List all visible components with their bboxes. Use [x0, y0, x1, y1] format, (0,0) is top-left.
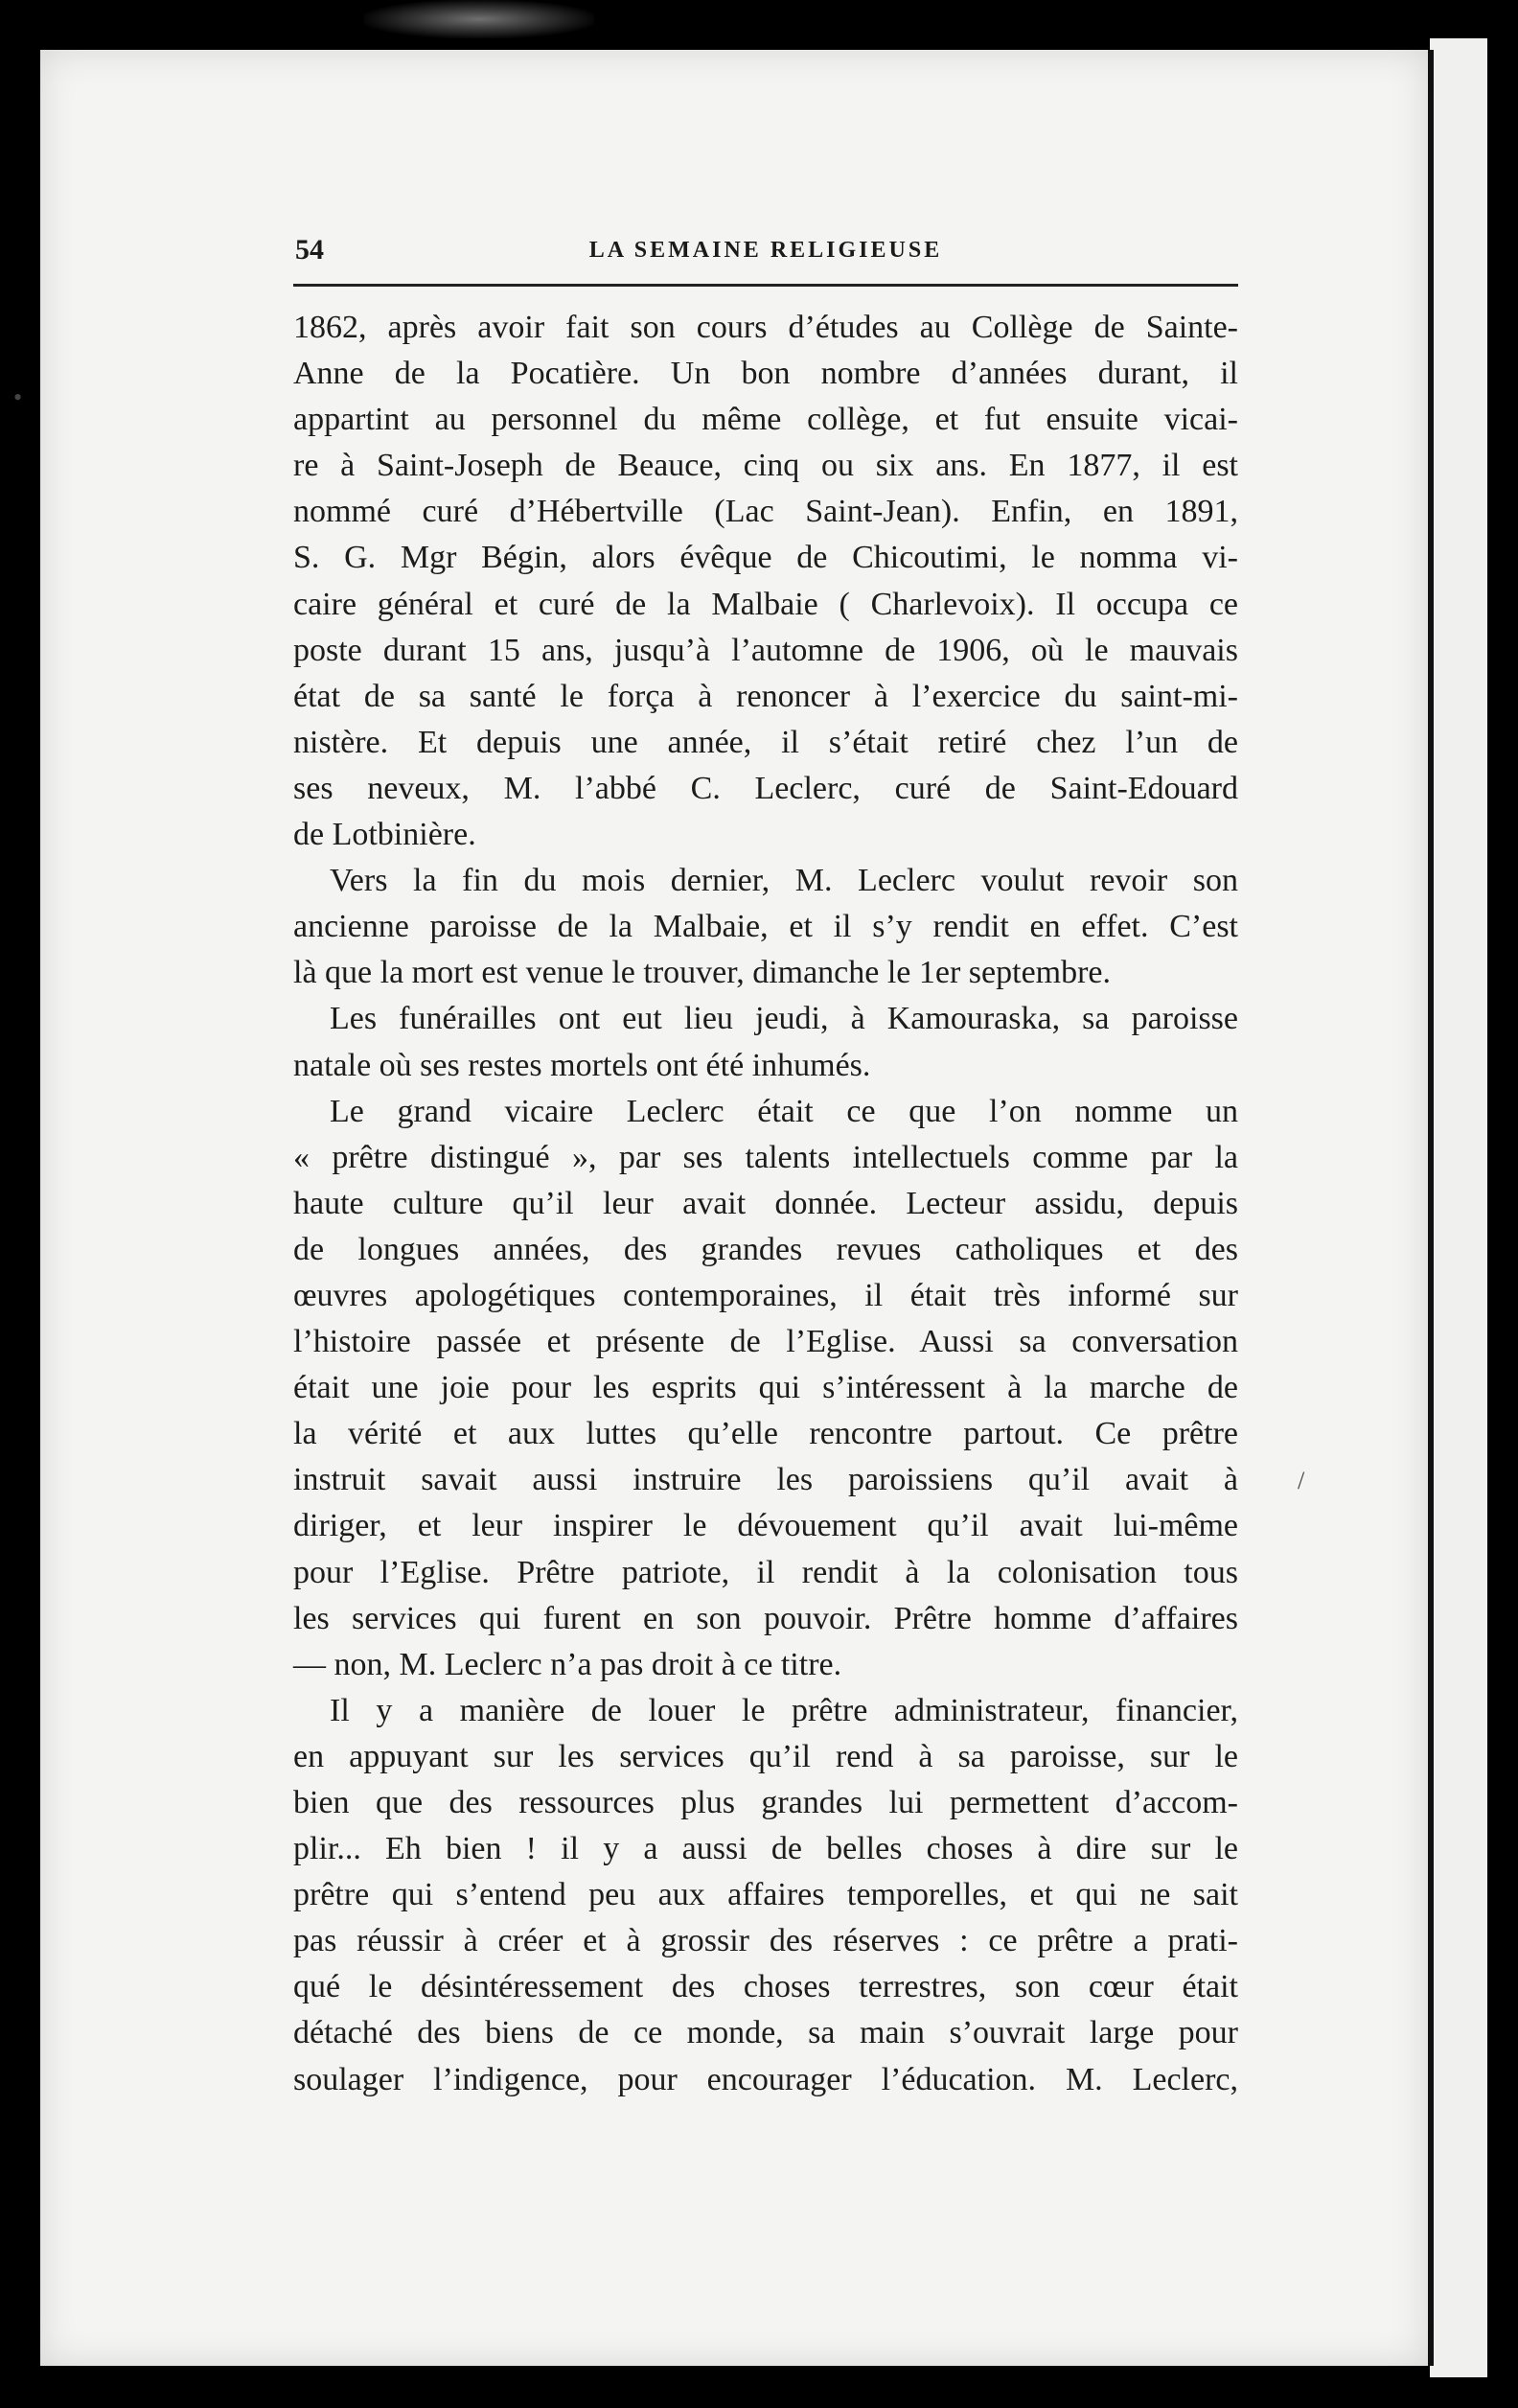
text-line: plir... Eh bien ! il y a aussi de belles choses à dire sur le: [293, 1831, 1238, 1867]
text-line: caire général et curé de la Malbaie ( Charlevoix). Il occupa ce: [293, 586, 1238, 622]
text-line: poste durant 15 ans, jusqu’à l’automne de 1906, où le mauvais: [293, 632, 1238, 668]
text-line: de longues années, des grandes revues catholiques et des: [293, 1231, 1238, 1267]
text-line: Anne de la Pocatière. Un bon nombre d’années durant, il: [293, 356, 1238, 392]
text-line: qué le désintéressement des choses terrestres, son cœur était: [293, 1969, 1238, 2005]
paragraph-3: [293, 996, 1238, 1088]
text-line: instruit savait aussi instruire les paroissiens qu’il avait à: [293, 1462, 1238, 1498]
text-line: état de sa santé le força à renoncer à l’exercice du saint-mi-: [293, 678, 1238, 714]
text-line: les services qui furent en son pouvoir. Prêtre homme d’affaires: [293, 1600, 1238, 1636]
text-line: de Lotbinière.: [293, 817, 476, 853]
margin-speck: •: [13, 383, 23, 411]
page-number: 54: [295, 234, 324, 266]
text-line: Il y a manière de louer le prêtre administrateur, financier,: [330, 1692, 1238, 1728]
text-line: diriger, et leur inspirer le dévouement qu’il avait lui-même: [293, 1508, 1238, 1544]
text-line: pour l’Eglise. Prêtre patriote, il rendit à la colonisation tous: [293, 1554, 1238, 1590]
text-line: détaché des biens de ce monde, sa main s’ouvrait large pour: [293, 2015, 1238, 2051]
text-line: bien que des ressources plus grandes lui permettent d’accom-: [293, 1785, 1238, 1820]
text-line: la vérité et aux luttes qu’elle rencontre partout. Ce prêtre: [293, 1416, 1238, 1452]
text-line: Le grand vicaire Leclerc était ce que l’on nomme un: [330, 1093, 1238, 1129]
text-line: appartint au personnel du même collège, et fut ensuite vicai-: [293, 402, 1238, 438]
text-line: ancienne paroisse de la Malbaie, et il s’y rendit en effet. C’est: [293, 909, 1238, 945]
text-line: S. G. Mgr Bégin, alors évêque de Chicoutimi, le nomma vi-: [293, 540, 1238, 576]
running-header: [295, 234, 1236, 284]
header-rule: [293, 284, 1238, 287]
text-line: soulager l’indigence, pour encourager l’éducation. M. Leclerc,: [293, 2061, 1238, 2097]
margin-tick: /: [1298, 1467, 1305, 1494]
text-line: Les funérailles ont eut lieu jeudi, à Kamouraska, sa paroisse: [330, 1001, 1238, 1037]
text-line: haute culture qu’il leur avait donnée. Lecteur assidu, depuis: [293, 1185, 1238, 1221]
paragraph-1: [293, 305, 1238, 858]
running-title: LA SEMAINE RELIGIEUSE: [588, 238, 943, 263]
article-body: [293, 305, 1238, 2103]
text-line: l’histoire passée et présente de l’Eglise. Aussi sa conversation: [293, 1324, 1238, 1360]
text-line: ses neveux, M. l’abbé C. Leclerc, curé de Saint-Edouard: [293, 770, 1238, 806]
text-line: œuvres apologétiques contemporaines, il était très informé sur: [293, 1277, 1238, 1313]
text-line: pas réussir à créer et à grossir des réserves : ce prêtre a prati-: [293, 1923, 1238, 1959]
text-line: était une joie pour les esprits qui s’intéressent à la marche de: [293, 1370, 1238, 1406]
text-line: en appuyant sur les services qu’il rend à sa paroisse, sur le: [293, 1738, 1238, 1774]
text-line: nommé curé d’Hébertville (Lac Saint-Jean). Enfin, en 1891,: [293, 494, 1238, 530]
text-line: re à Saint-Joseph de Beauce, cinq ou six ans. En 1877, il est: [293, 448, 1238, 484]
text-line: nistère. Et depuis une année, il s’était retiré chez l’un de: [293, 724, 1238, 760]
paragraph-4: [293, 1089, 1238, 1688]
adjacent-page-edge: [1430, 38, 1487, 2377]
page-gutter-shadow: [1428, 50, 1434, 2366]
paragraph-5: [293, 1688, 1238, 2103]
text-line: « prêtre distingué », par ses talents intellectuels comme par la: [293, 1139, 1238, 1175]
scan-noise: [364, 0, 594, 38]
text-line: 1862, après avoir fait son cours d’études au Collège de Sainte-: [293, 310, 1238, 345]
text-line: natale où ses restes mortels ont été inhumés.: [293, 1047, 871, 1083]
paragraph-2: [293, 858, 1238, 996]
text-line: Vers la fin du mois dernier, M. Leclerc voulut revoir son: [330, 863, 1238, 899]
text-line: — non, M. Leclerc n’a pas droit à ce titre.: [293, 1646, 842, 1682]
text-line: prêtre qui s’entend peu aux affaires temporelles, et qui ne sait: [293, 1877, 1238, 1913]
text-line: là que la mort est venue le trouver, dimanche le 1er septembre.: [293, 955, 1112, 991]
